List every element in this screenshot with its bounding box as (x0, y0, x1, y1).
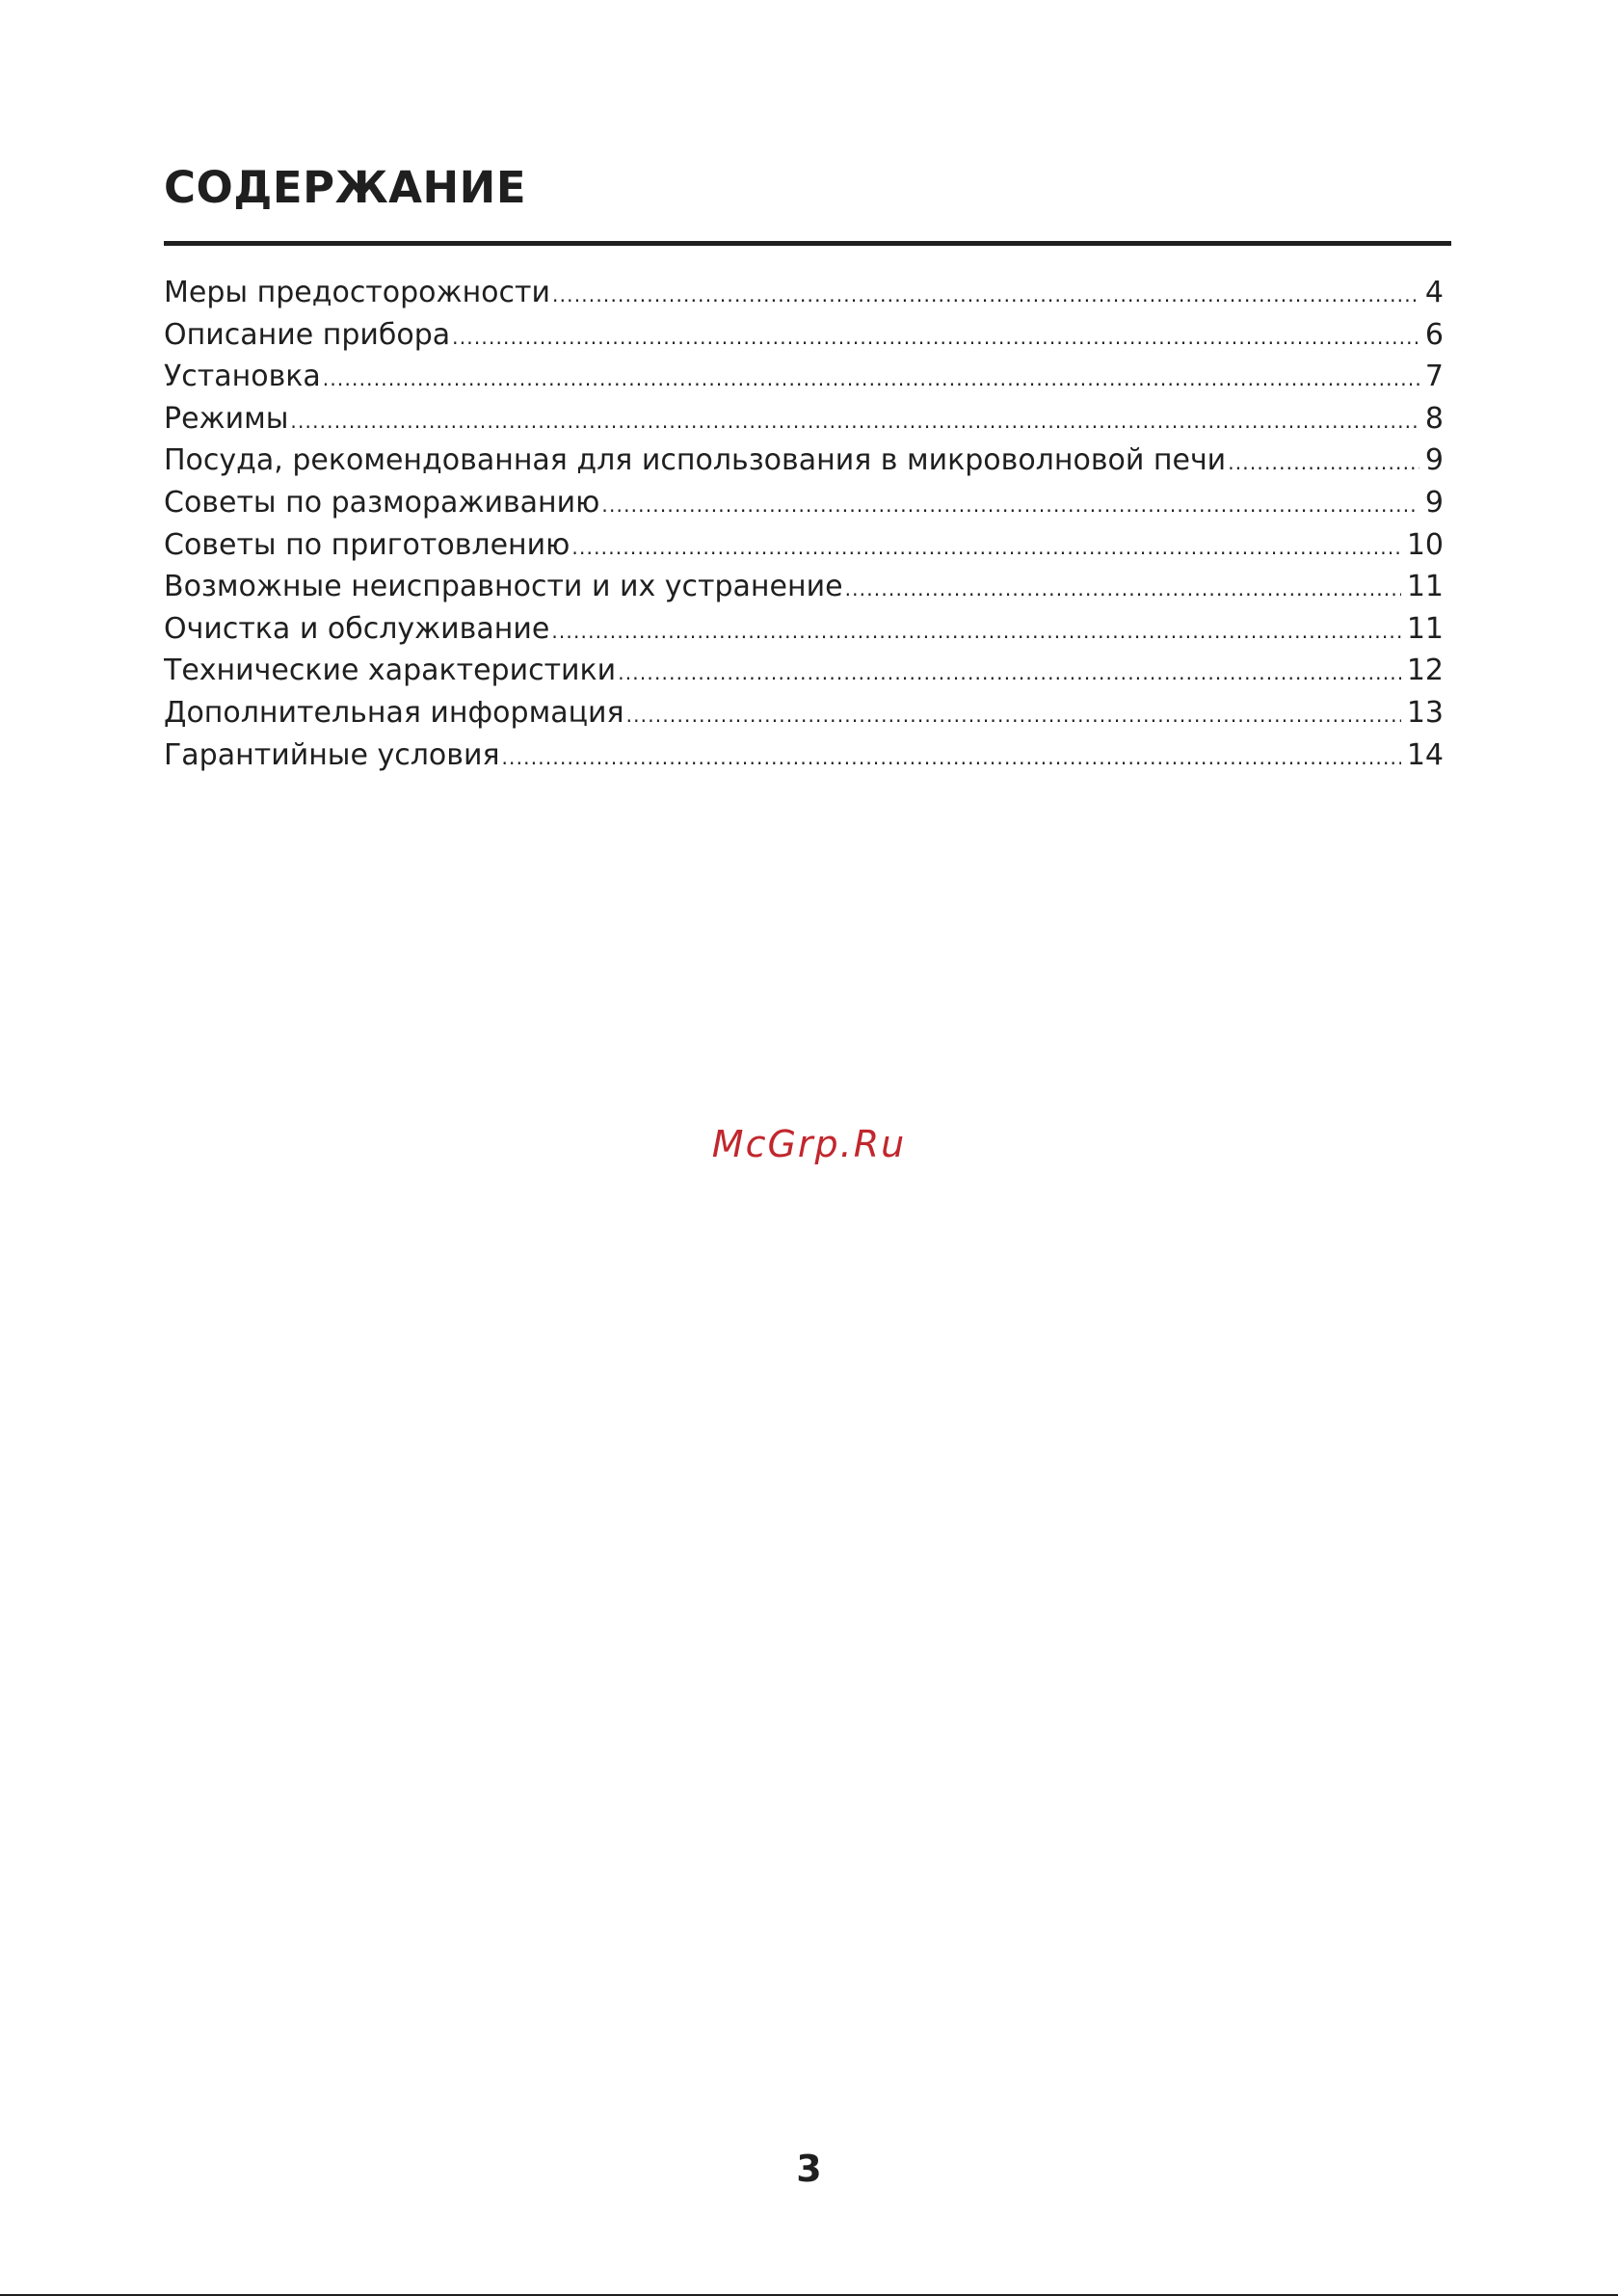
toc-item-page: 14 (1406, 737, 1444, 772)
toc-dot-leader (452, 317, 1419, 357)
toc-item-page: 8 (1424, 401, 1444, 436)
toc-item[interactable] (164, 272, 1444, 314)
toc-item-label: Технические характеристики (164, 654, 617, 688)
toc-item[interactable] (164, 398, 1444, 441)
toc-item-page: 13 (1406, 695, 1444, 730)
toc-item[interactable] (164, 524, 1444, 567)
toc-item[interactable] (164, 650, 1444, 692)
page-title: СОДЕРЖАНИЕ (164, 162, 527, 213)
toc-dot-leader (323, 359, 1419, 398)
toc-item-page: 11 (1406, 611, 1444, 646)
toc-item-label: Посуда, рекомендованная для использования в микроволновой печи (164, 443, 1227, 478)
toc-dot-leader (552, 275, 1419, 314)
toc-item-label: Установка (164, 360, 321, 394)
toc-item-label: Гарантийные условия (164, 737, 500, 772)
toc-dot-leader (618, 653, 1401, 692)
toc-item[interactable] (164, 482, 1444, 524)
toc-item-page: 12 (1406, 654, 1444, 688)
table-of-contents (164, 272, 1444, 776)
toc-item-label: Режимы (164, 401, 289, 436)
toc-item-label: Описание прибора (164, 317, 451, 352)
toc-item-label: Меры предосторожности (164, 276, 551, 309)
toc-item[interactable] (164, 356, 1444, 398)
toc-dot-leader (845, 569, 1401, 608)
toc-item-page: 9 (1424, 443, 1444, 478)
toc-dot-leader (571, 527, 1400, 567)
toc-item[interactable] (164, 692, 1444, 734)
toc-dot-leader (601, 485, 1419, 524)
toc-item[interactable] (164, 314, 1444, 357)
toc-item-page: 10 (1406, 527, 1444, 562)
toc-item-page: 6 (1424, 317, 1444, 352)
toc-item-page: 7 (1424, 360, 1444, 394)
toc-item[interactable] (164, 734, 1444, 777)
page-number: 3 (796, 2148, 822, 2190)
title-divider (164, 241, 1451, 246)
toc-item-page: 4 (1424, 276, 1444, 309)
watermark: McGrp.Ru (711, 1123, 907, 1165)
toc-dot-leader (551, 611, 1401, 651)
toc-dot-leader (290, 401, 1419, 441)
toc-item-label: Советы по приготовлению (164, 527, 570, 562)
toc-item-page: 9 (1424, 485, 1444, 520)
toc-item[interactable] (164, 566, 1444, 608)
toc-item[interactable] (164, 608, 1444, 651)
toc-dot-leader (626, 695, 1401, 734)
toc-item-label: Возможные неисправности и их устранение (164, 570, 843, 604)
toc-dot-leader (1228, 442, 1419, 482)
toc-item-label: Очистка и обслуживание (164, 611, 550, 646)
toc-item-label: Советы по размораживанию (164, 485, 600, 520)
toc-dot-leader (502, 737, 1401, 777)
toc-item-label: Дополнительная информация (164, 695, 624, 730)
toc-item[interactable] (164, 440, 1444, 482)
toc-item-page: 11 (1406, 570, 1444, 604)
